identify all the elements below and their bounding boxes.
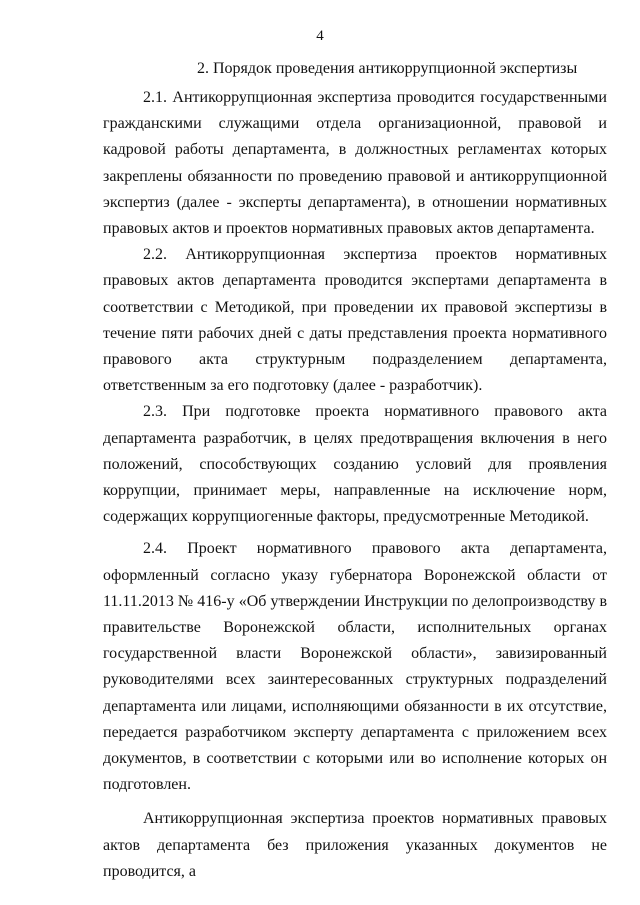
paragraph-2-4: 2.4. Проект нормативного правового акта департамента, оформленный согласно указу губернатора Воронежской области от 11.11.2013 № 416-у «Об утверждении Инструкции по делопроизводству в правительстве Воронежской области, исполнительных органах государственной власти Воронежской области», завизированный руководителями всех заинтересованных структурных подразделений департамента или лицами, исполняющими обязанности в их отсутствие, передается разработчиком эксперту департамента с приложением всех документов, в соответствии с которыми или во исполнение которых он подготовлен. (103, 540, 607, 794)
paragraph-2-3: 2.3. При подготовке проекта нормативного правового акта департамента разработчик, в целях предотвращения включения в него положений, способствующих созданию условий для проявления коррупции, принимает меры, направленные на исключение норм, содержащих коррупциогенные факторы, предусмотренные Методикой. (103, 403, 607, 526)
document-body (103, 85, 607, 885)
paragraph-2-2: 2.2. Антикоррупционная экспертиза проектов нормативных правовых актов департамента проводится экспертами департамента в соответствии с Методикой, при проведении их правовой экспертизы в течение пяти рабочих дней с даты представления проекта нормативного правового акта структурным подразделением департамента, ответственным за его подготовку (далее - разработчик). (103, 246, 607, 395)
paragraph-2-1: 2.1. Антикоррупционная экспертиза проводится государственными гражданскими служащими отдела организационной, правовой и кадровой работы департамента, в должностных регламентах которых закреплены обязанности по проведению правовой и антикоррупционной экспертиз (далее - эксперты департамента), в отношении нормативных правовых актов и проектов нормативных правовых актов департамента. (103, 89, 607, 238)
page-number: 4 (316, 28, 324, 44)
paragraph-continuation: Антикоррупционная экспертиза проектов нормативных правовых актов департамента без приложения указанных документов не проводится, а (103, 810, 607, 880)
section-title: 2. Порядок проведения антикоррупционной экспертизы (197, 60, 578, 77)
